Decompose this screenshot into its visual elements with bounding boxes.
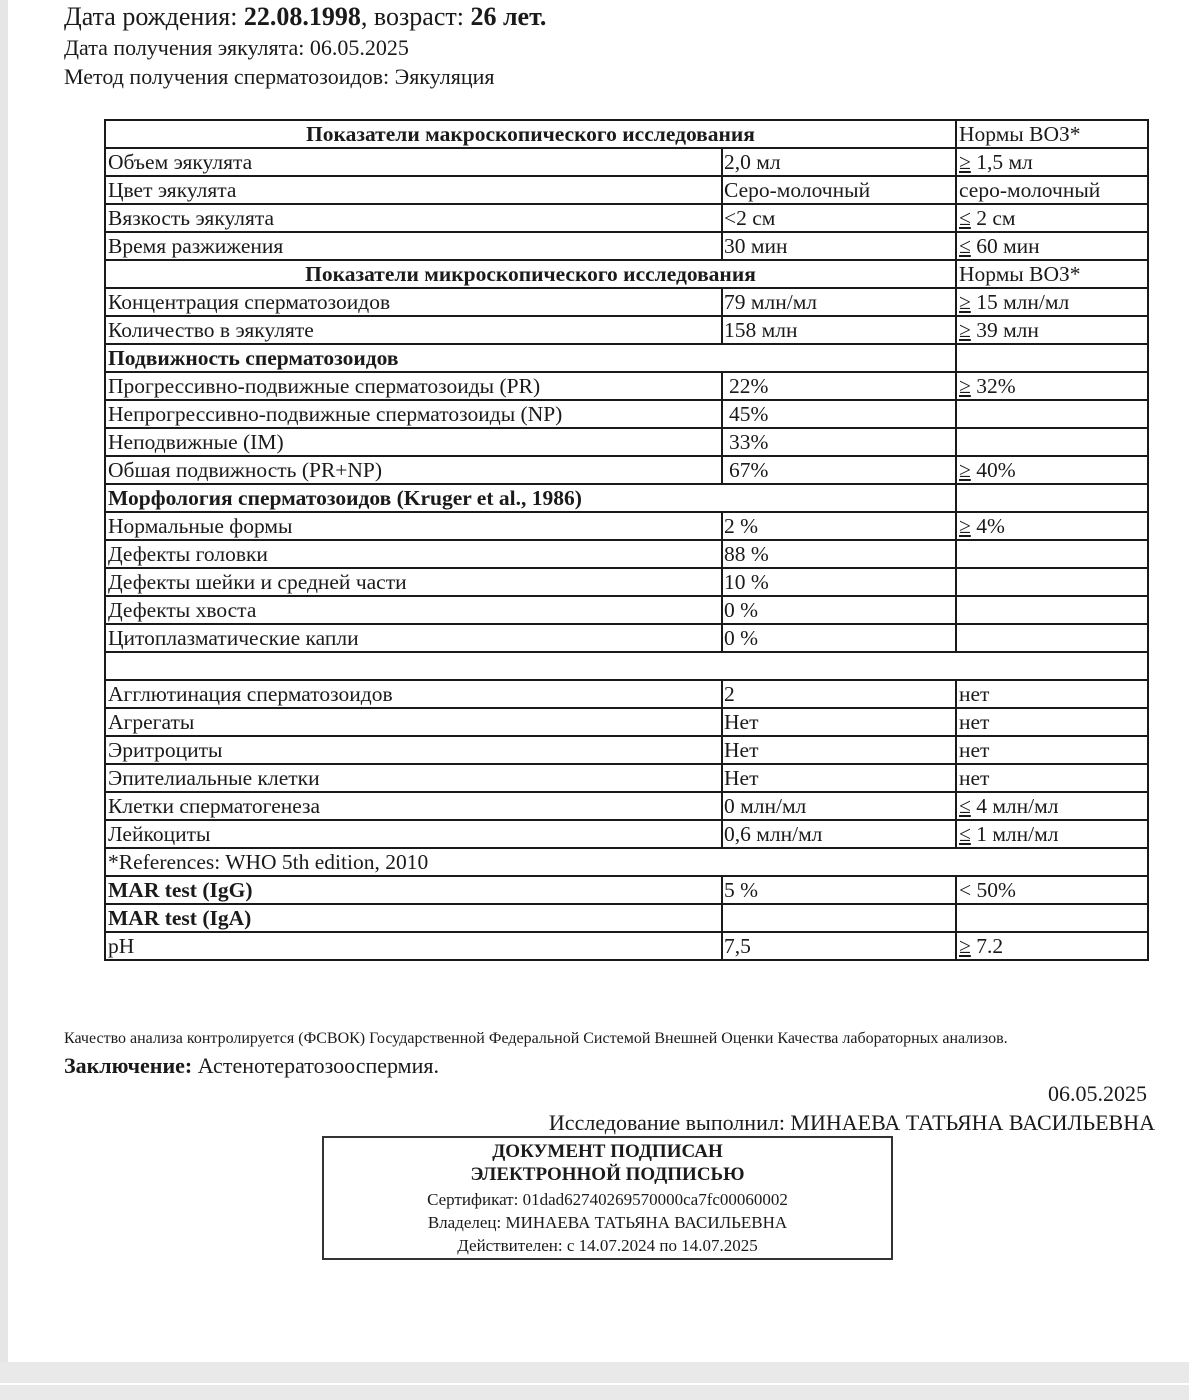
parameter-value: 79 млн/мл [722,288,956,316]
table-row [105,736,1148,764]
parameter-norm: ≥ 15 млн/мл [956,288,1148,316]
parameter-value: <2 см [722,204,956,232]
parameter-norm: ≥ 40% [956,456,1148,484]
table-row [105,288,1148,316]
parameter-name: Неподвижные (IM) [105,428,722,456]
parameter-name: Агглютинация сперматозоидов [105,680,722,708]
page-separator [0,1383,1189,1385]
parameter-value: 30 мин [722,232,956,260]
stamp-certificate: Сертификат: 01dad62740269570000ca7fc00060002 [427,1190,788,1209]
table-row [105,596,1148,624]
table-row [105,120,1148,148]
parameter-norm: ≤ 2 см [956,204,1148,232]
parameter-name: Эритроциты [105,736,722,764]
table-row [105,512,1148,540]
parameter-name: Нормальные формы [105,512,722,540]
parameter-name: Объем эякулята [105,148,722,176]
parameter-value: 0 % [722,624,956,652]
parameter-norm: нет [956,764,1148,792]
parameter-value: Нет [722,736,956,764]
parameter-value: 2 [722,680,956,708]
parameter-name: Количество в эякуляте [105,316,722,344]
parameter-name: MAR test (IgA) [105,904,722,932]
parameter-name: Обшая подвижность (PR+NP) [105,456,722,484]
parameter-norm: ≥ 4% [956,512,1148,540]
parameter-norm: ≤ 4 млн/мл [956,792,1148,820]
table-row [105,148,1148,176]
parameter-value: 33% [722,428,956,456]
table-row [105,372,1148,400]
table-row [105,400,1148,428]
parameter-value: Нет [722,708,956,736]
parameter-norm: < 50% [956,876,1148,904]
table-row [105,792,1148,820]
parameter-name: Цвет эякулята [105,176,722,204]
parameter-name: Прогрессивно-подвижные сперматозоиды (PR) [105,372,722,400]
parameter-name: Клетки сперматогенеза [105,792,722,820]
parameter-name: Дефекты шейки и средней части [105,568,722,596]
left-gutter [0,0,8,1400]
parameter-norm: нет [956,736,1148,764]
parameter-norm: ≤ 60 мин [956,232,1148,260]
section-title-morphology: Морфология сперматозоидов (Kruger et al., 1986) [105,484,722,512]
table-row [105,932,1148,960]
stamp-title-line2: ЭЛЕКТРОННОЙ ПОДПИСЬЮ [470,1164,745,1185]
table-row [105,708,1148,736]
parameter-name: Агрегаты [105,708,722,736]
references-note: *References: WHO 5th edition, 2010 [105,848,1148,876]
parameter-norm: ≥ 39 млн [956,316,1148,344]
performed-by: Исследование выполнил: МИНАЕВА ТАТЬЯНА ВАСИЛЬЕВНА [548,1110,1155,1135]
table-row [105,176,1148,204]
parameter-name: Лейкоциты [105,820,722,848]
parameter-norm: нет [956,708,1148,736]
parameter-value: 0 % [722,596,956,624]
table-row [105,204,1148,232]
parameter-value: 7,5 [722,932,956,960]
parameter-norm: ≥ 1,5 мл [956,148,1148,176]
norms-header: Нормы ВОЗ* [956,260,1148,288]
page-bottom-band [0,1362,1189,1400]
birth-line: Дата рождения: 22.08.1998, возраст: 26 лет. [64,2,547,31]
parameter-value: 67% [722,456,956,484]
birth-date: 22.08.1998 [243,2,361,31]
parameter-value: 10 % [722,568,956,596]
table-row [105,540,1148,568]
parameter-norm: ≥ 7.2 [956,932,1148,960]
section-title-macro: Показатели макроскопического исследования [105,120,956,148]
table-row [105,428,1148,456]
conclusion: Заключение: Астенотератозооспермия. [64,1053,439,1078]
table-row [105,232,1148,260]
parameter-value: 0 млн/мл [722,792,956,820]
parameter-name: Дефекты хвоста [105,596,722,624]
parameter-name: MAR test (IgG) [105,876,722,904]
parameter-value: Нет [722,764,956,792]
quality-note: Качество анализа контролируется (ФСВОК) Государственной Федеральной Системой Внешней Оценки Качества лабораторных анализов. [64,1030,1008,1047]
parameter-name: Концентрация сперматозоидов [105,288,722,316]
parameter-norm: ≤ 1 млн/мл [956,820,1148,848]
parameter-name: Время разжижения [105,232,722,260]
parameter-name: Вязкость эякулята [105,204,722,232]
parameter-value: 88 % [722,540,956,568]
table-row [105,820,1148,848]
collection-date: Дата получения эякулята: 06.05.2025 [64,35,409,60]
table-row [105,848,1148,876]
stamp-validity: Действителен: с 14.07.2024 по 14.07.2025 [457,1236,758,1255]
parameter-name: pH [105,932,722,960]
parameter-value: 2,0 мл [722,148,956,176]
table-row [105,624,1148,652]
table-row [105,904,1148,932]
table-row [105,568,1148,596]
parameter-name: Непрогрессивно-подвижные сперматозоиды (NP) [105,400,722,428]
parameter-value: 5 % [722,876,956,904]
parameter-value: 22% [722,372,956,400]
parameter-value: 45% [722,400,956,428]
stamp-owner: Владелец: МИНАЕВА ТАТЬЯНА ВАСИЛЬЕВНА [427,1213,788,1232]
table-row [105,680,1148,708]
parameter-value: Серо-молочный [722,176,956,204]
parameter-norm: серо-молочный [956,176,1148,204]
table-row [105,484,1148,512]
table-row [105,260,1148,288]
table-row [105,344,1148,372]
collection-method: Метод получения сперматозоидов: Эякуляция [64,64,495,89]
table-row [105,316,1148,344]
parameter-name: Дефекты головки [105,540,722,568]
table-row-blank [105,652,1148,680]
table-row [105,876,1148,904]
parameter-norm: ≥ 32% [956,372,1148,400]
stamp-title-line1: ДОКУМЕНТ ПОДПИСАН [492,1141,723,1162]
report-date: 06.05.2025 [1048,1081,1147,1106]
section-title-micro: Показатели микроскопического исследования [105,260,956,288]
age-value: 26 лет. [470,2,547,31]
parameter-value: 2 % [722,512,956,540]
parameter-name: Цитоплазматические капли [105,624,722,652]
parameter-value: 0,6 млн/мл [722,820,956,848]
norms-header: Нормы ВОЗ* [956,120,1148,148]
results-table [104,119,1149,961]
e-signature-stamp [322,1136,893,1260]
table-row [105,456,1148,484]
table-row [105,764,1148,792]
section-title-motility: Подвижность сперматозоидов [105,344,722,372]
parameter-value: 158 млн [722,316,956,344]
parameter-name: Эпителиальные клетки [105,764,722,792]
parameter-norm: нет [956,680,1148,708]
